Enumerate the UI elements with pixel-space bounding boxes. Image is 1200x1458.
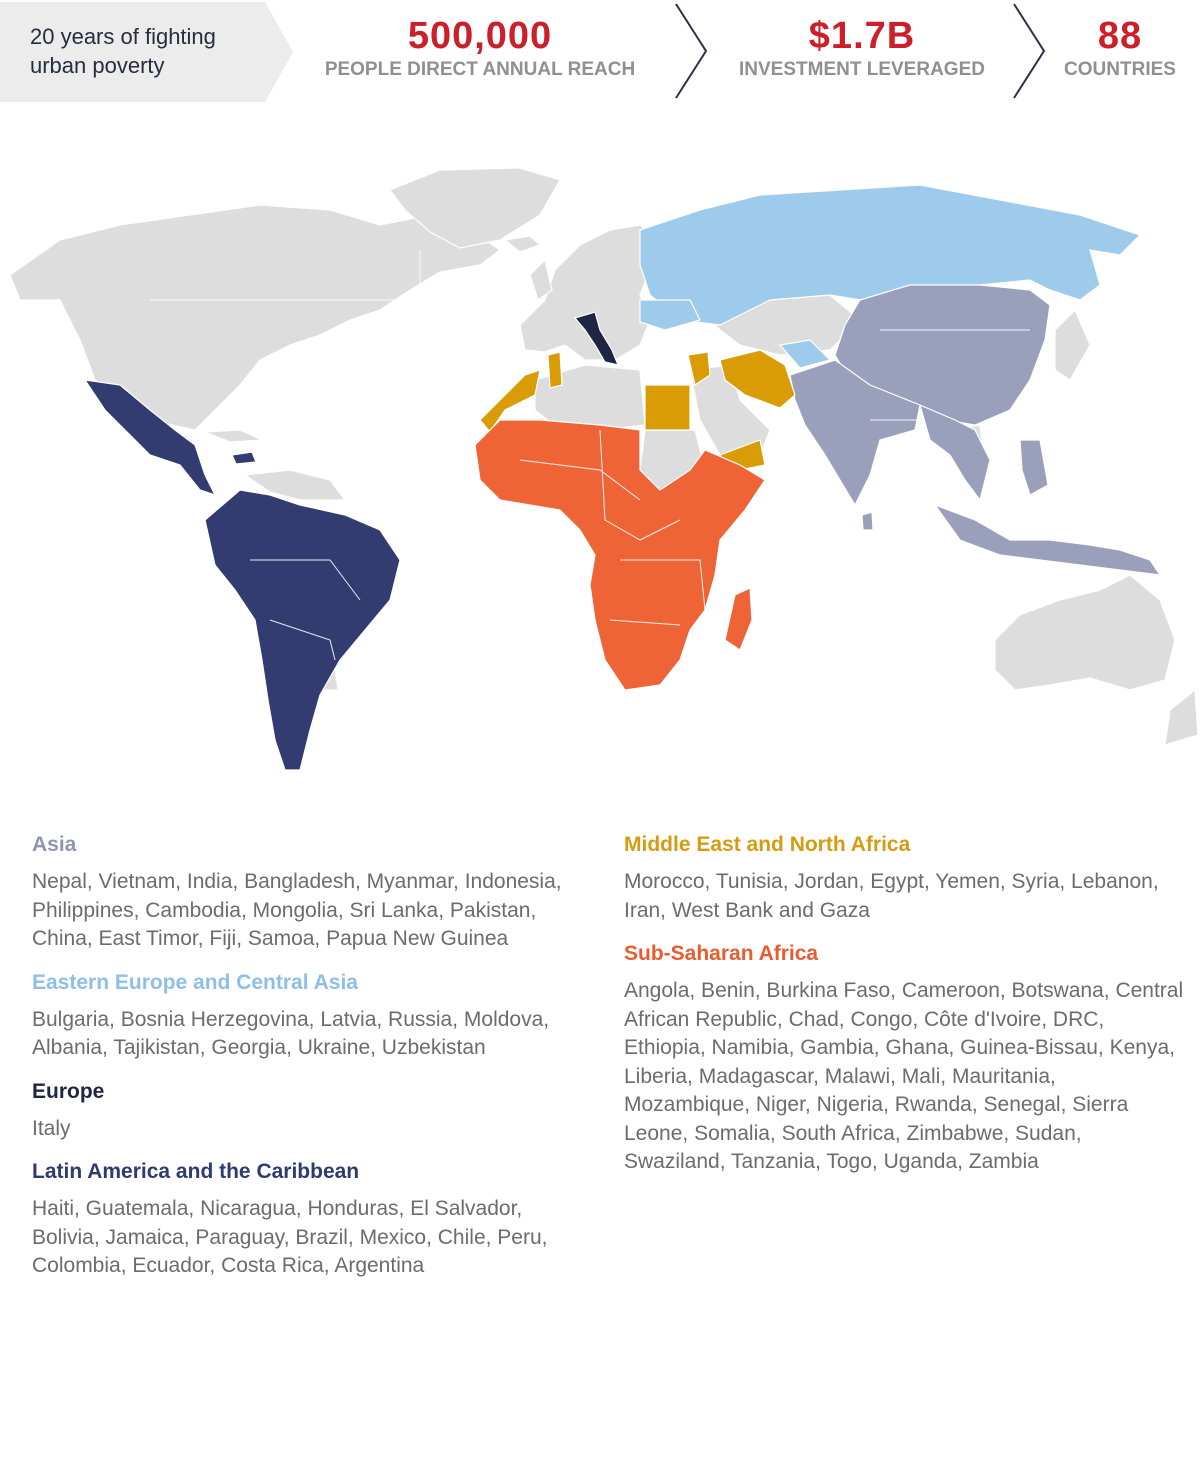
stat-countries-label: COUNTRIES: [1064, 59, 1176, 80]
region-mena: [624, 830, 1184, 925]
chevron-right-icon: [672, 2, 712, 100]
stat-investment: [718, 14, 1006, 82]
region-countries-lac: Haiti, Guatemala, Nicaragua, Honduras, El Salvador, Bolivia, Jamaica, Paraguay, Brazil, Mexico, Chile, Peru, Colombia, Ecuador, Costa Rica, Argentina: [32, 1197, 548, 1277]
map-north-america: [10, 205, 500, 430]
stat-countries-value: 88: [1097, 15, 1143, 57]
region-title-mena: Middle East and North Africa: [624, 833, 911, 856]
stat-countries: [1050, 14, 1190, 82]
stat-investment-label: INVESTMENT LEVERAGED: [739, 59, 985, 80]
legend-left-column: [32, 830, 572, 1295]
region-countries-europe: Italy: [32, 1116, 71, 1140]
stat-investment-value: $1.7B: [808, 15, 916, 57]
tagline-box: [0, 2, 293, 102]
world-map: [0, 160, 1200, 800]
region-title-asia: Asia: [32, 833, 77, 856]
region-countries-ssa: Angola, Benin, Burkina Faso, Cameroon, Botswana, Central African Republic, Chad, Congo, Côte d'Ivoire, DRC, Ethiopia, Namibia, Gambia, Ghana, Guinea-Bissau, Kenya, Liberia, Madagascar, Malawi, Mali, Mauritania, Mozambique, Niger, Nigeria, Rwanda, Senegal, Sierra Leone, Somalia, South Africa, Zimbabwe, Sudan, Swaziland, Tanzania, Togo, Uganda, Zambia: [624, 979, 1184, 1173]
map-tunisia: [548, 352, 562, 388]
stat-reach: [300, 14, 660, 82]
map-region-ssa: [475, 420, 765, 690]
map-indonesia: [935, 505, 1160, 575]
region-eeca: [32, 968, 572, 1063]
map-australia: [995, 575, 1175, 690]
chevron-right-icon: [1010, 2, 1050, 100]
map-west-central-africa: [475, 420, 765, 690]
region-title-eeca: Eastern Europe and Central Asia: [32, 970, 358, 994]
region-asia: [32, 830, 572, 954]
map-new-zealand: [1165, 690, 1198, 745]
region-title-europe: Europe: [32, 1079, 105, 1103]
map-madagascar: [725, 588, 752, 650]
stat-reach-value: 500,000: [407, 15, 553, 57]
map-japan: [1055, 310, 1090, 380]
region-europe: [32, 1077, 572, 1144]
map-caribbean: [205, 430, 262, 442]
map-philippines: [1020, 440, 1048, 495]
map-haiti-jamaica: [232, 452, 256, 464]
map-sri-lanka: [862, 512, 873, 530]
stats-header: [0, 0, 1200, 102]
tagline: 20 years of fighting urban poverty: [30, 24, 216, 78]
region-countries-asia: Nepal, Vietnam, India, Bangladesh, Myanmar, Indonesia, Philippines, Cambodia, Mongolia, Sri Lanka, Pakistan, China, East Timor, Fiji, Samoa, Papua New Guinea: [32, 870, 562, 950]
legend-right-column: [624, 830, 1184, 1191]
region-countries-mena: Morocco, Tunisia, Jordan, Egypt, Yemen, Syria, Lebanon, Iran, West Bank and Gaza: [624, 870, 1159, 922]
map-ukraine-moldova: [640, 300, 700, 330]
map-egypt: [645, 385, 690, 430]
map-iceland: [505, 236, 540, 252]
region-lac: [32, 1157, 572, 1281]
region-countries-eeca: Bulgaria, Bosnia Herzegovina, Latvia, Russia, Moldova, Albania, Tajikistan, Georgia, Ukraine, Uzbekistan: [32, 1007, 550, 1059]
map-region-asia: [790, 285, 1160, 575]
region-title-lac: Latin America and the Caribbean: [32, 1160, 360, 1183]
map-south-america: [205, 490, 400, 770]
region-ssa: [624, 939, 1184, 1177]
stat-reach-label: PEOPLE DIRECT ANNUAL REACH: [324, 59, 636, 80]
region-title-ssa: Sub-Saharan Africa: [624, 942, 819, 965]
